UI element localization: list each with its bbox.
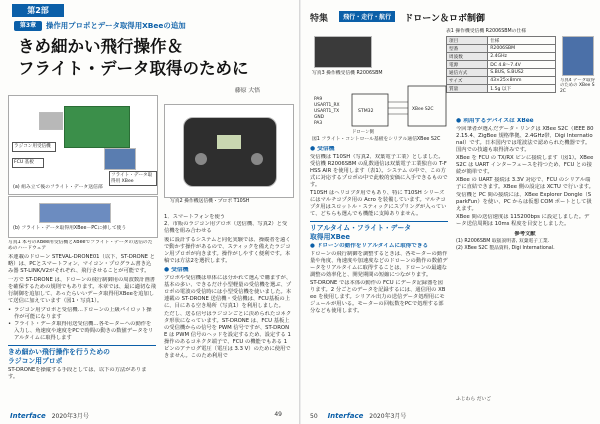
right-footer	[310, 411, 590, 420]
table-row	[447, 77, 556, 85]
page-number-right: 50	[310, 413, 318, 420]
table-cell: 43×25×8mm	[488, 77, 556, 85]
fig1-caption-b: (b) フライト・データ取得用XBee－PCに挿して使う	[13, 226, 127, 231]
diagram-label: USART1_RX	[314, 103, 340, 108]
issue-date: 2020年3月号	[51, 413, 89, 420]
photo2-caption: 写真2 操作機送信機・プロポ T10SH	[170, 199, 250, 204]
xbee-block	[408, 86, 446, 126]
paragraph: 本連載のドローン STEVAL-DRONE01（以下、ST-DRONE と略）は、PCとスマートフォン、マイコン・プログラム書き込み器 ST-LINK/V2がそれぞれ、飛行させることが可能です。	[8, 254, 155, 274]
fig1-label-fcu: FCU 基板	[12, 158, 44, 168]
table-cell: 通信方式	[447, 69, 488, 77]
photo2-panel	[164, 104, 294, 198]
chapter-tag: 第3章	[14, 21, 42, 31]
chapter-subtitle: 操作用プロポとデータ取得用XBeeの追加	[46, 21, 186, 30]
paragraph: 受信機と PC 間の接続には、XBee Explorer Dongle（SparkFun）を使い、PC からは仮想 COM ポートとして扱えます。	[456, 192, 592, 212]
section1-title2: ラジコン用プロポ	[8, 356, 63, 365]
list-item: • ラジコン用プロポと受信機…ドローンの上級パイロット操作が可能になります	[8, 307, 156, 321]
reference-item: (1) R2006SBM 取扱説明書, 双葉電子工業.	[456, 239, 550, 244]
transmitter-stick-left	[195, 153, 207, 165]
feature-small-tag: 飛行・走行・航行	[339, 11, 395, 22]
diagram-label: PA3	[314, 121, 323, 126]
paragraph: XBee 間の送信速度は 115200bps に設定しました。データ送信周期は 10ms 程度を目安としました。	[456, 214, 590, 227]
photo3-caption: 写真3 操作機受信機 R2006SBM	[312, 71, 383, 76]
section2-title2: 取得用XBee	[310, 232, 351, 241]
paragraph: ST-DRONEを操縦する手段としては、以下の方法があります。	[8, 367, 147, 380]
paragraph: ただし、送る信号はラジコンごとに決められたコネクタ形状になっています。ST-DRONE は、FCU 基板上の受信機からの信号を PWM 信号ですが、ST-DRONE は PWM 信号のヘッドを設定するため、設定する 1 操作のあるコネクタ端子で、FCU の機能でもある 1 ピンのアナログ電圧（電圧は 3.3 V）のために使用できません。このため利用で	[164, 311, 292, 359]
figure-1-panel	[8, 95, 158, 195]
table-row	[447, 45, 556, 53]
author-kana: ふじわら だいご	[456, 397, 492, 402]
fig1-label-receiver: ラジコン用受信機	[12, 142, 56, 152]
photo1-caption: 写真1 本号のXBee用受信機とXBeeでフライト・データの送信のためのハードウェア	[8, 240, 153, 251]
table-row	[447, 69, 556, 77]
section2-heading	[310, 221, 448, 241]
spec-table	[446, 36, 556, 93]
paragraph: 今回筆者が選んだデータ・リンクは XBee S2C（IEEE 802.15.4、ZigBee 規格準拠、2.4GHz帯、Digi International）です。日本国内では電波法で認められた機器です。国内での技適も取得済みです。	[456, 126, 594, 153]
table-cell: 周波数	[447, 53, 488, 61]
right-page	[300, 0, 600, 424]
wiring-diagram	[312, 82, 452, 134]
magazine-brand-right: Interface	[327, 412, 364, 420]
paragraph: 後に設計するシステムと同化実験では、操縦者を遠くで動かす操作があるので、スティックを備えたラジコン用プロポが向きます。操作がしやすく便利です。本稿では方法2を選択します。	[164, 237, 291, 264]
paragraph: ドローンの飛行制御を調整するときは、各モーターの動作量や角度、角速度や加速度などのドローンの動作の数値データをリアルタイムに取得することは、ドローンの最適な調整の効率化と、開発期間の短縮につながります。	[310, 251, 448, 278]
diagram-label: ドローン側	[352, 130, 374, 134]
part-tag: 第2部	[12, 4, 64, 17]
transmitter-stick-right	[251, 153, 263, 165]
receiver-heading: ● 受信機	[164, 267, 189, 273]
table1-title: 表1 操作機受信機 R2006SBMの仕様	[446, 29, 527, 34]
paragraph: プロポや受信機は単体には分かれて選んで購ますが、基本の多い、できるだけ小型軽量の受信機を選ぶ、プロポの電波の受信時には小型受信機を使いました。本連載の ST-DRONE 送信機・受信機は、FCU基板の上に、目にある空き場所（写真1）を利用しました。	[164, 275, 292, 309]
references-title: 参考文献	[514, 231, 536, 237]
article-title-line1: きめ細かい飛行操作＆	[18, 37, 183, 56]
author-name: 藤原 大悟	[235, 88, 261, 94]
table-cell: DC 4.8～7.4V	[488, 61, 556, 69]
list-item: 1．スマートフォンを使う	[164, 214, 226, 220]
table-cell: R2006SBM	[488, 45, 556, 53]
photo4-caption: 写真4 データ取得のための XBee S2C	[560, 78, 595, 94]
left-col1-body	[8, 254, 156, 381]
diagram-label: USART1_TX	[314, 109, 340, 114]
receiver-photo	[39, 112, 63, 130]
section1-heading	[8, 345, 156, 365]
transmitter-photo	[183, 117, 277, 187]
table-row	[447, 53, 556, 61]
right-col2-body	[456, 118, 594, 400]
table-cell: 項目	[447, 37, 488, 45]
feature-title: ドローン＆ロボ制御	[404, 14, 486, 24]
left-footer	[10, 411, 290, 420]
issue-date-right: 2020年3月号	[369, 413, 407, 420]
fcu-board-photo	[64, 106, 130, 148]
list-item: • フライト・データ取得用送受信機…各モーターへの動作を入力し、角速度や速度をPCで時間の動きの数値データをリアルタイムに取得します	[8, 321, 156, 342]
table-cell: 2.4GHz	[488, 53, 556, 61]
paragraph: 一方で ST-DRONE は、ドローンの飛行制御用の周波数計画書を確保するための規則でもあります。本章では、最に適切な飛行制御を追加して、あったらいいデータ取得用XBeeを追加して送信に加えています（図1・写真1）。	[8, 277, 156, 304]
table-cell: サイズ	[447, 77, 488, 85]
section1-title: きめ細かい飛行操作を行うための	[8, 348, 110, 356]
receiver-r2006sbm-photo	[314, 36, 372, 68]
table-row	[447, 85, 556, 93]
diagram-label: XBee S2C	[412, 107, 434, 112]
table-cell: 質量	[447, 85, 488, 93]
receiver-heading-right: ● 受信機	[310, 146, 335, 152]
table-cell: 電源	[447, 61, 488, 69]
fig1-label-xbee: フライト・データ取得用 XBee	[109, 171, 157, 186]
device-heading: ● 利用するデバイスは XBee	[456, 118, 534, 124]
diagram-label: GND	[314, 115, 325, 120]
table-row	[447, 37, 556, 45]
page-number-left: 49	[274, 411, 282, 418]
reference-item: (2) XBee S2C 製品資料, Digi International.	[456, 246, 555, 251]
feature-tag: 特集	[310, 14, 329, 24]
table-row	[447, 61, 556, 69]
table-cell: 1.5g 以下	[488, 85, 556, 93]
article-title-line2: フライト・データ取得のために	[18, 59, 249, 78]
magazine-brand: Interface	[10, 412, 46, 420]
paragraph: XBee を FCU の TX/RX ピンに接続します（図1）。XBee S2C は UART インターフェースを持つため、FCU との接続が簡単です。	[456, 155, 594, 175]
right-header	[310, 6, 595, 22]
table-cell: 仕様	[488, 37, 556, 45]
xbee-photo	[104, 148, 136, 170]
xbee-s2c-photo	[562, 36, 594, 76]
diagram-label: PA9	[314, 97, 323, 102]
fig1-caption-a: (a) 組み立て後のフライト・データ送信部	[13, 185, 103, 190]
table-cell: 型番	[447, 45, 488, 53]
paragraph: ST-DRONE では本体の動作の FCU にデータ記録器を図ります。2 分ごとのデータを記録するには、通信用の XBee を使用します。シリアル出力の送信データ処理用にモジュールが用いる。モーターの回転数をPCで処理する部分なども使用します。	[310, 280, 446, 314]
paragraph: XBee の UART 接続は 3.3V 対応で、FCU のシリアル端子に直結できます。XBee 側の設定は XCTU で行います。	[456, 177, 594, 190]
right-col1-body	[310, 146, 448, 400]
list-item: 2．市販のラジコン用プロポ（送信機、写真2）と受信機を組み合わせる	[164, 221, 288, 234]
diagram-label: STM32	[358, 109, 374, 114]
xbee-dongle-photo	[39, 203, 111, 223]
paragraph: 受信機は T10SH（写真2、双葉電子工業）としました。受信機 R2006SBM の乱数通信は双葉電子工業独自の T-FHSS AIR を使用します（表1）。システム の中で、この方式に対応するプロポの中で此較的安価に入手できるものです。	[310, 154, 448, 188]
transmitter-screen	[217, 135, 241, 149]
table-cell: S.BUS, S.BUS2	[488, 69, 556, 77]
left-col2-body	[164, 214, 292, 404]
paragraph: T10SH はヘリコプタ用でもあり、特に T10SH シリーズにはマルチコプタ用の Acro を装備しています。マルチコプタ用はスロットル・スティックにスプリングが入っていて、どちらも選んでも機能に支障ありません。	[310, 190, 447, 217]
subsection-heading: ● ドローンの動作をリアルタイムに取得できる	[310, 243, 429, 249]
fig2-caption: 図1 フライト・コントロール基板をシリアル通信XBee S2C	[312, 137, 441, 142]
figure-1b-panel	[8, 196, 158, 238]
section2-title: リアルタイム・フライト・データ	[310, 224, 412, 232]
